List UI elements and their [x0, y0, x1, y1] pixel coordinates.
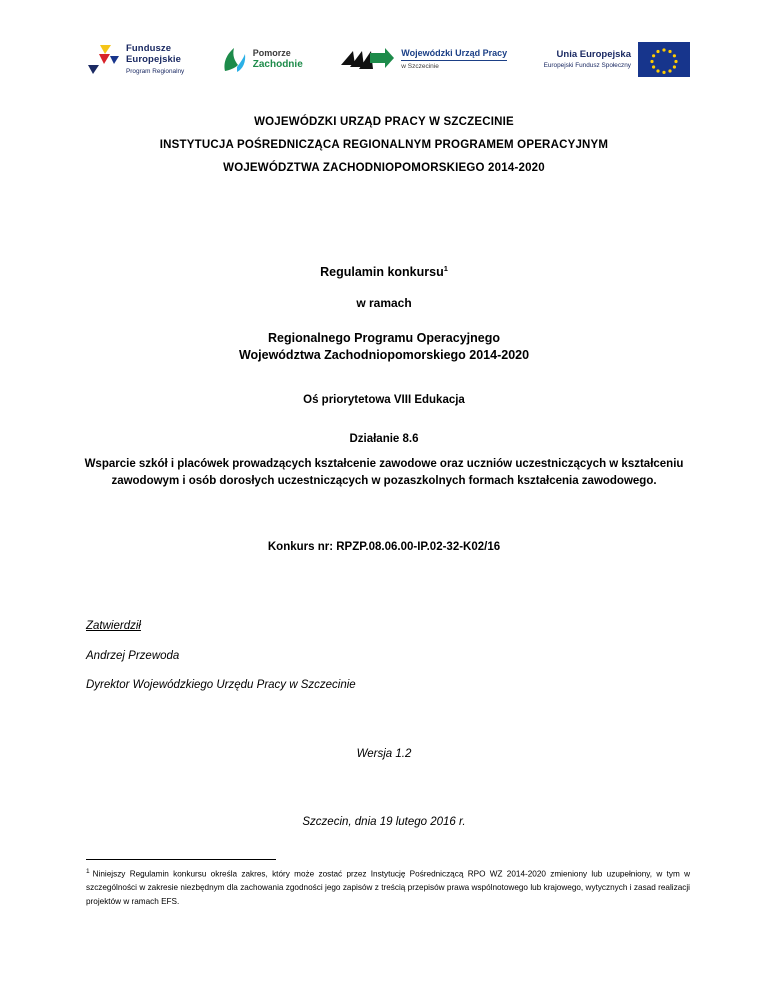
program-line-1: Regionalnego Programu Operacyjnego	[268, 331, 500, 346]
ue-sub: Europejski Fundusz Społeczny	[543, 62, 631, 70]
measure-description: Wsparcie szkół i placówek prowadzących kształcenie zawodowe oraz uczniów uczestniczących w kształceniu zawodowym i osób dorosłych uczestniczących w pozaszkolnych formach kształcenia zawodowego.	[84, 457, 684, 487]
logo-unia-europejska	[544, 42, 690, 77]
header-line-1: WOJEWÓDZKI URZĄD PRACY W SZCZECINIE	[254, 116, 514, 128]
fundusze-europejskie-label	[126, 44, 184, 74]
logo-fundusze-europejskie	[86, 43, 184, 77]
signature-block	[0, 621, 768, 692]
header-line-3: WOJEWÓDZTWA ZACHODNIOPOMORSKIEGO 2014-2020	[223, 162, 545, 174]
ue-label	[544, 50, 631, 70]
fe-sub: Program Regionalny	[126, 67, 185, 75]
document-version: Wersja 1.2	[356, 747, 412, 760]
program-line-2: Województwa Zachodniopomorskiego 2014-2020	[238, 348, 530, 363]
fundusze-europejskie-icon	[86, 43, 120, 77]
pomorze-zachodnie-label	[253, 48, 303, 70]
footnote-area	[86, 859, 690, 908]
measure-number: Działanie 8.6	[349, 432, 419, 445]
footnote-divider	[86, 859, 276, 860]
header-line-2: INSTYTUCJA POŚREDNICZĄCA REGIONALNYM PROGRAMEM OPERACYJNYM	[159, 139, 609, 151]
pomorze-zachodnie-icon	[221, 45, 247, 75]
footnote-marker: 1	[86, 868, 90, 876]
wup-line1: Wojewódzki Urząd Pracy	[401, 48, 508, 59]
footnote-marker-ref: 1	[443, 264, 448, 273]
footnote	[86, 867, 690, 908]
eu-flag-icon	[638, 42, 690, 77]
page-title-text: Regulamin konkursu	[320, 265, 444, 280]
fe-line2: Europejskie	[126, 53, 181, 65]
document-title-block	[0, 264, 768, 553]
approver-name: Andrzej Przewoda	[86, 649, 180, 662]
logo-bar	[0, 0, 768, 77]
logo-pomorze-zachodnie	[221, 45, 303, 75]
place-and-date: Szczecin, dnia 19 lutego 2016 r.	[302, 815, 466, 828]
footnote-text: Niniejszy Regulamin konkursu określa zakres, który może zostać przez Instytucję Pośredniczącą RPO WZ 2014-2020 zmieniony lub uzupełniony, w tym w szczególności w zakresie niezbędnym dla zachowania zgodności jego zapisów z treścią przepisów prawa wspólnotowego lub krajowego, wytycznych i zasad realizacji projektów w ramach EFS.	[86, 870, 690, 906]
ue-line1: Unia Europejska	[556, 48, 631, 60]
pz-line1: Pomorze	[252, 48, 291, 59]
subtitle-w-ramach: w ramach	[356, 296, 412, 311]
priority-axis: Oś priorytetowa VIII Edukacja	[303, 393, 465, 406]
institution-header	[0, 111, 768, 180]
approver-role: Dyrektor Wojewódzkiego Urzędu Pracy w Szczecinie	[86, 679, 356, 692]
approved-label: Zatwierdził	[86, 620, 141, 633]
wup-divider	[401, 60, 507, 61]
wup-label	[401, 48, 507, 70]
page-title	[0, 264, 768, 279]
competition-number: Konkurs nr: RPZP.08.06.00-IP.02-32-K02/16	[267, 541, 501, 554]
wup-icon	[339, 45, 395, 75]
pz-line2: Zachodnie	[252, 59, 303, 71]
logo-wojewodzki-urzad-pracy	[339, 45, 507, 75]
wup-sub: w Szczecinie	[401, 63, 439, 71]
program-name	[0, 330, 768, 364]
fe-line1: Fundusze	[126, 43, 172, 55]
